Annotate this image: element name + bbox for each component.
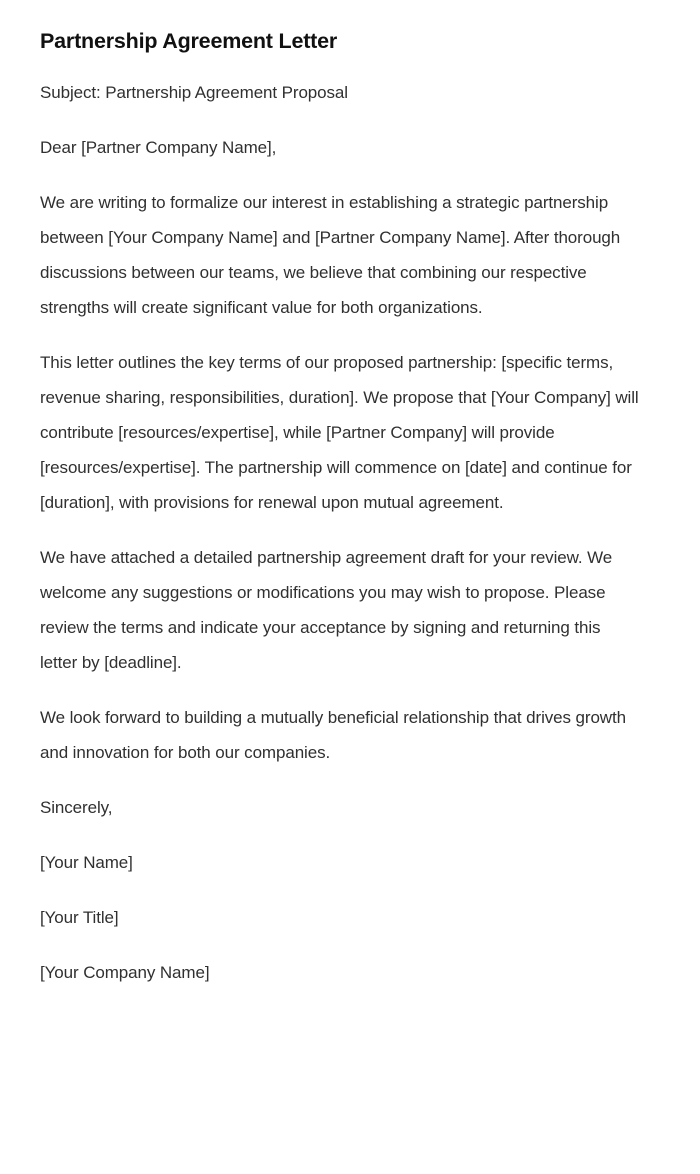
signature-name: [Your Name] <box>40 853 133 872</box>
body-paragraph-3: We have attached a detailed partnership agreement draft for your review. We welcome any suggestions or modifications you may wish to propose. Please review the terms and indicate your acceptance by signing and returning this letter by [deadline]. <box>40 548 613 672</box>
body-paragraph-4: We look forward to building a mutually beneficial relationship that drives growth and innovation for both our companies. <box>40 708 626 762</box>
body-paragraph-1: We are writing to formalize our interest in establishing a strategic partnership between [Your Company Name] and [Partner Company Name]. After thorough discussions between our teams, we believe that combining our respective strengths will create significant value for both organizations. <box>40 193 621 317</box>
signature-title: [Your Title] <box>40 908 119 927</box>
body-paragraph-2: This letter outlines the key terms of our proposed partnership: [specific terms, revenue sharing, responsibilities, duration]. We propose that [Your Company] will contribute [resources/expertise], while [Partner Company] will provide [resources/expertise]. The partnership will commence on [date] and continue for [duration], with provisions for renewal upon mutual agreement. <box>40 353 639 512</box>
subject-line: Subject: Partnership Agreement Proposal <box>40 83 348 102</box>
page-title: Partnership Agreement Letter <box>40 29 338 53</box>
signature-company: [Your Company Name] <box>40 963 210 982</box>
closing: Sincerely, <box>40 798 113 817</box>
salutation: Dear [Partner Company Name], <box>40 138 277 157</box>
